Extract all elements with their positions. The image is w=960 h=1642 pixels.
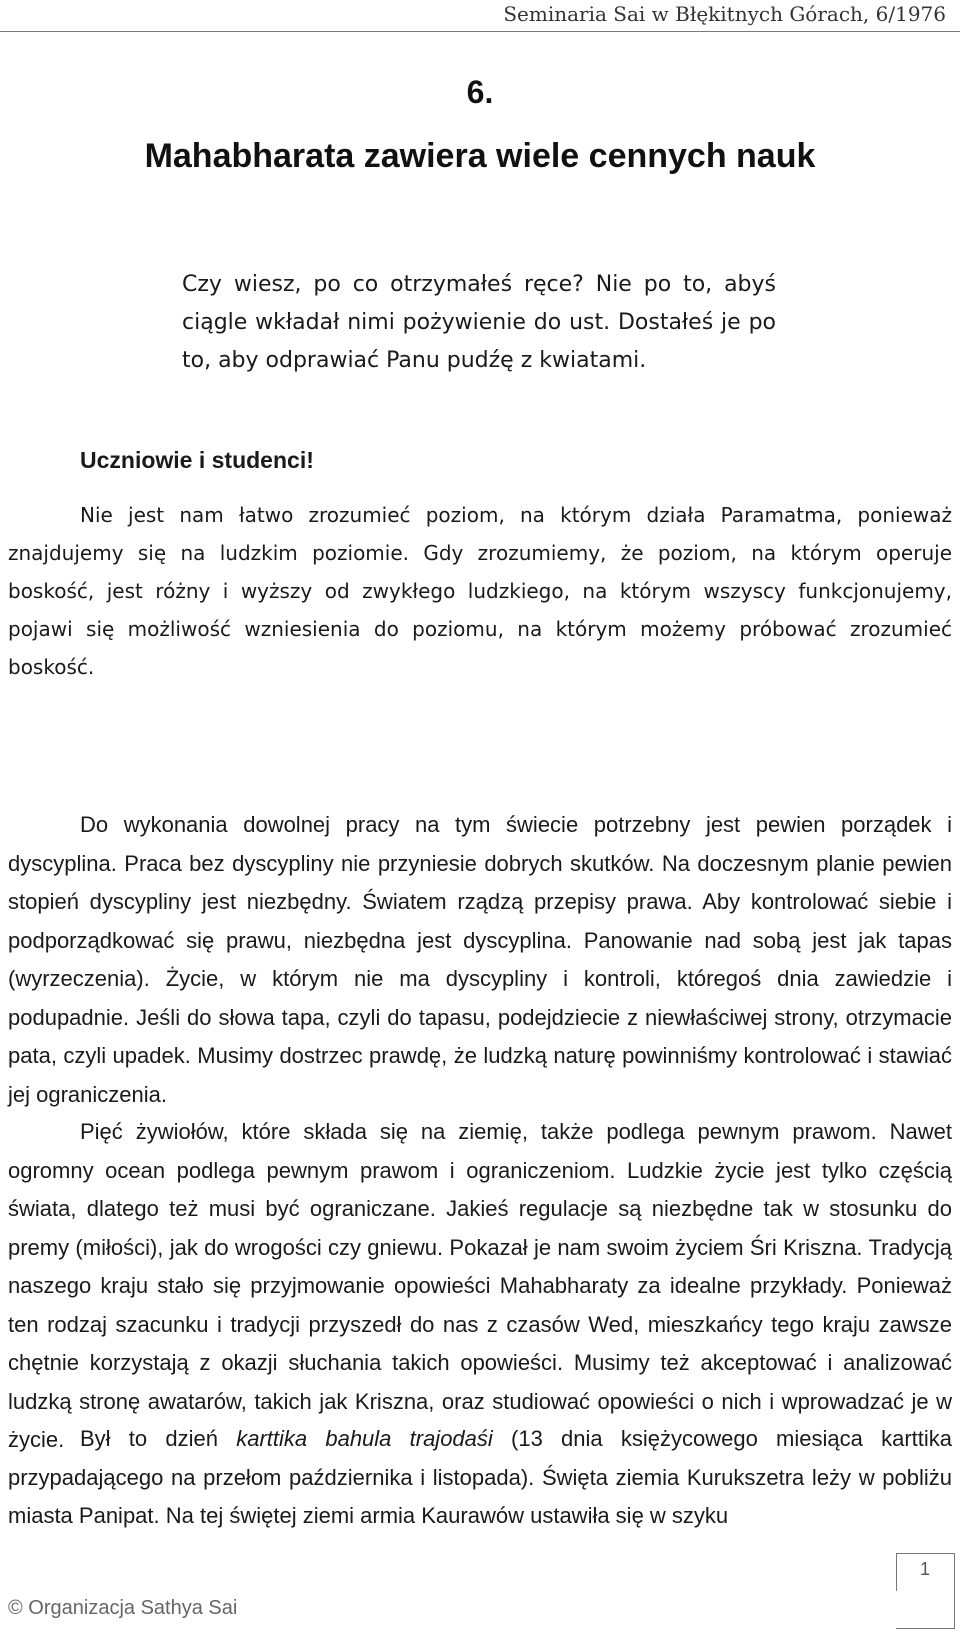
epigraph-quote: Czy wiesz, po co otrzymałeś ręce? Nie po to, abyś ciągle wkładał nimi pożywienie do ust. Dostałeś je po to, aby odprawiać Panu pudźę z kwiatami. [182, 272, 776, 373]
running-header [0, 0, 960, 34]
footer-copyright: © Organizacja Sathya Sai [8, 1597, 238, 1619]
paragraph-4-rest: (13 dnia księżycowego miesiąca karttika przypadającego na przełom października i listopada). Święta ziemia Kurukszetra leży w pobliżu miasta Panipat. Na tej świętej ziemi armia Kaurawów ustawiła się w szyku [8, 1426, 952, 1528]
page-number-box-top [896, 1553, 954, 1554]
paragraph-4 [8, 1420, 952, 1536]
header-rule [0, 31, 960, 32]
salutation: Uczniowie i studenci! [80, 447, 314, 473]
page-title: Mahabharata zawiera wiele cennych nauk [144, 137, 816, 175]
paragraph-4-start: Był to dzień [80, 1426, 237, 1451]
paragraph-2: Do wykonania dowolnej pracy na tym świecie potrzebny jest pewien porządek i dyscyplina. Praca bez dyscypliny nie przyniesie dobrych skutków. Na doczesnym planie pewien stopień dyscypliny jest niezbędny. Światem rządzą przepisy prawa. Aby kontrolować siebie i podporządkować się prawu, niezbędna jest dyscyplina. Panowanie nad sobą jest jak tapas (wyrzeczenia). Życie, w którym nie ma dyscypliny i kontroli, któregoś dnia zawiedzie i podupadnie. Jeśli do słowa tapa, czyli do tapasu, podejdziecie z niewłaściwej strony, otrzymacie pata, czyli upadek. Musimy dostrzec prawdę, że ludzką naturę powinniśmy kontrolować i stawiać jej ograniczenia. [8, 812, 952, 1107]
chapter-number: 6. [466, 74, 494, 110]
paragraph-3: Pięć żywiołów, które składa się na ziemię, także podlega pewnym prawom. Nawet ogromny ocean podlega pewnym prawom i ograniczeniom. Ludzkie życie jest tylko częścią świata, dlatego też musi być ograniczane. Jakieś regulacje są niezbędne tak w stosunku do premy (miłości), jak do wrogości czy gniewu. Pokazał je nam swoim życiem Śri Kriszna. Tradycją naszego kraju stało się przyjmowanie opowieści Mahabharaty za idealne przykłady. Ponieważ ten rodzaj szacunku i tradycji przyszedł do nas z czasów Wed, mieszkańcy tego kraju zawsze chętnie korzystają z okazji słuchania takich opowieści. Musimy też akceptować i analizować ludzką stronę awatarów, takich jak Kriszna, oraz studiować opowieści o nich i wprowadzać je w życie. [8, 1119, 952, 1452]
paragraph-1: Nie jest nam łatwo zrozumieć poziom, na którym działa Paramatma, ponieważ znajdujemy się na ludzkim poziomie. Gdy zrozumiemy, że poziom, na którym operuje boskość, jest różny i wyższy od zwykłego ludzkiego, na którym wszyscy funkcjonujemy, pojawi się możliwość wzniesienia do poziomu, na którym możemy próbować zrozumieć boskość. [8, 503, 952, 679]
page-number: 1 [919, 1559, 930, 1579]
paragraph-4-italic-term: karttika bahula trajodaśi [236, 1426, 493, 1451]
header-text: Seminaria Sai w Błękitnych Górach, 6/1976 [503, 2, 946, 26]
